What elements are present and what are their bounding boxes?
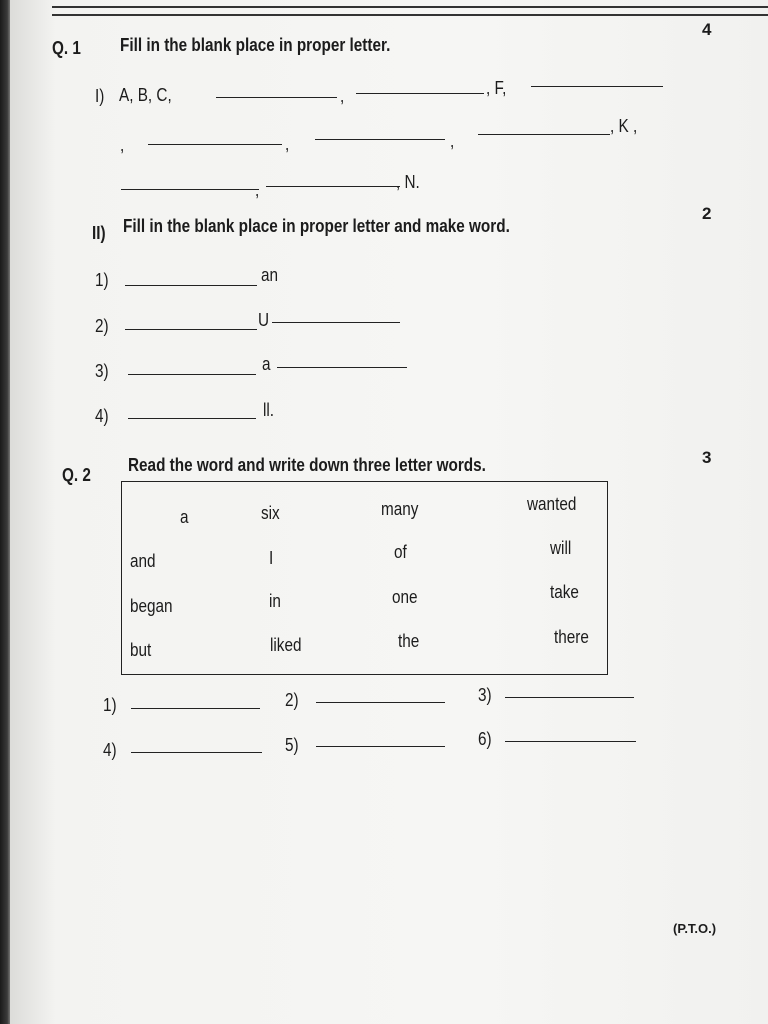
- blank-letter[interactable]: [315, 139, 445, 140]
- word-cell: many: [381, 499, 419, 519]
- answer-blank[interactable]: [131, 708, 260, 709]
- blank-letter[interactable]: [121, 189, 259, 190]
- word-cell: wanted: [527, 494, 577, 514]
- letters-start: A, B, C,: [119, 85, 172, 105]
- q2-marks: 3: [702, 448, 712, 467]
- word-cell: will: [550, 538, 572, 558]
- word-cell: began: [130, 596, 173, 616]
- answer-blank[interactable]: [131, 752, 262, 753]
- comma: ,: [255, 180, 260, 200]
- blank-letter[interactable]: [272, 322, 400, 323]
- answer-blank[interactable]: [316, 702, 445, 703]
- word-cell: but: [130, 640, 152, 660]
- answer-number: 1): [103, 695, 117, 715]
- word-cell: six: [261, 503, 280, 523]
- answer-blank[interactable]: [505, 697, 634, 698]
- word-cell: I: [269, 548, 274, 568]
- blank-letter[interactable]: [266, 186, 400, 187]
- answer-number: 2): [285, 690, 299, 710]
- answer-blank[interactable]: [505, 741, 636, 742]
- letter-f: , F,: [486, 78, 507, 98]
- comma: ,: [285, 134, 290, 154]
- word-cell: liked: [270, 635, 302, 655]
- word-cell: a: [180, 507, 189, 527]
- blank-letter[interactable]: [277, 367, 407, 368]
- blank-letter[interactable]: [148, 144, 282, 145]
- answer-number: 5): [285, 735, 299, 755]
- word-fragment: U: [258, 310, 270, 330]
- blank-letter[interactable]: [125, 285, 257, 286]
- word-cell: of: [394, 542, 407, 562]
- word-cell: in: [269, 591, 281, 611]
- item-number: 3): [95, 361, 109, 381]
- item-number: 1): [95, 270, 109, 290]
- q1-marks: 4: [702, 20, 712, 39]
- q2-number: Q. 2: [62, 465, 91, 485]
- blank-letter[interactable]: [531, 86, 663, 87]
- answer-number: 6): [478, 729, 492, 749]
- answer-blank[interactable]: [316, 746, 445, 747]
- q1-number: Q. 1: [52, 38, 81, 58]
- answer-number: 4): [103, 740, 117, 760]
- word-fragment: ll.: [263, 400, 275, 420]
- comma: ,: [340, 86, 345, 106]
- blank-letter[interactable]: [128, 374, 256, 375]
- item-number: 4): [95, 406, 109, 426]
- q1-part1-label: I): [95, 86, 105, 106]
- blank-letter[interactable]: [216, 97, 337, 98]
- q1-part2-marks: 2: [702, 204, 712, 223]
- item-number: 2): [95, 316, 109, 336]
- word-cell: there: [554, 627, 589, 647]
- blank-letter[interactable]: [478, 134, 610, 135]
- answer-number: 3): [478, 685, 492, 705]
- q1-part2-label: II): [92, 223, 106, 243]
- top-rule: [52, 6, 768, 8]
- comma: ,: [120, 135, 125, 155]
- letter-k: , K ,: [610, 116, 638, 136]
- comma: ,: [450, 131, 455, 151]
- word-fragment: an: [261, 265, 279, 285]
- blank-letter[interactable]: [125, 329, 257, 330]
- letter-n: , N.: [396, 172, 420, 192]
- word-cell: one: [392, 587, 418, 607]
- blank-letter[interactable]: [128, 418, 256, 419]
- word-cell: the: [398, 631, 420, 651]
- q1-part2-title: Fill in the blank place in proper letter and make word.: [123, 216, 510, 236]
- pto-note: (P.T.O.): [673, 921, 717, 936]
- q2-title: Read the word and write down three letter words.: [128, 455, 486, 475]
- word-cell: and: [130, 551, 156, 571]
- q1-title: Fill in the blank place in proper letter.: [120, 35, 391, 55]
- top-rule: [52, 14, 768, 16]
- word-cell: take: [550, 582, 579, 602]
- blank-letter[interactable]: [356, 93, 484, 94]
- word-fragment: a: [262, 354, 271, 374]
